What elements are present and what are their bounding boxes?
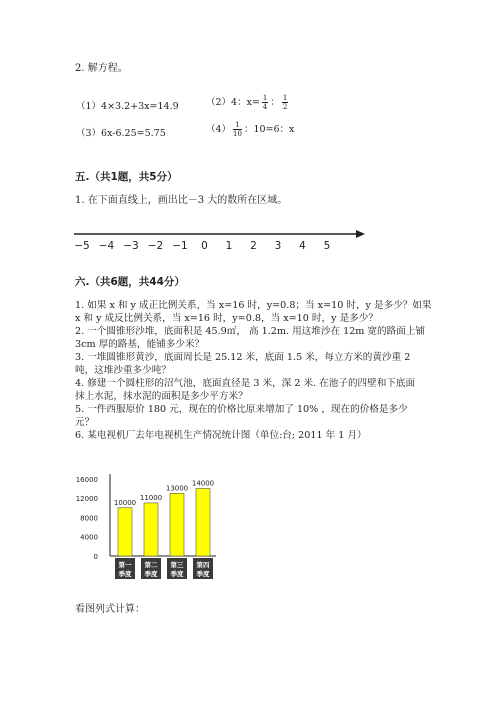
equation-2 (206, 94, 290, 111)
bar-value-label: 10000 (113, 498, 137, 507)
number-line-label: −1 (172, 240, 188, 252)
equation-2-fraction-2 (282, 94, 288, 111)
fraction-denominator: 2 (282, 103, 288, 111)
number-line-label: −3 (123, 240, 139, 252)
equation-4-fraction (233, 121, 242, 138)
fraction-numerator: 1 (262, 94, 268, 102)
number-line-label: −2 (147, 240, 164, 252)
number-line-label: 4 (299, 240, 306, 252)
fraction-denominator: 4 (262, 103, 268, 111)
bar-value-label: 11000 (139, 493, 163, 502)
number-line-label: 3 (274, 240, 282, 252)
equation-4-prefix: （4） (206, 124, 232, 135)
section-6-questions (75, 299, 430, 442)
question-1-line-1: 1. 如果 x 和 y 成正比例关系，当 x=16 时，y=0.8；当 x=10 时，y 是多少？如果 (75, 300, 432, 311)
category-label: 第四 (196, 561, 210, 569)
equation-2-separator: ： (270, 97, 280, 108)
question-6: 6. 某电视机厂去年电视机生产情况统计图（单位:台; 2011 年 1 月） (75, 430, 367, 441)
y-tick-label: 8000 (80, 514, 98, 523)
number-line-label: 1 (225, 240, 233, 252)
y-tick-label: 0 (93, 553, 98, 561)
equation-1: （1）4×3.2+3x=14.9 (76, 101, 179, 112)
question-4-line-1: 4. 修建一个圆柱形的沼气池，底面直径是 3 米，深 2 米. 在池子的四壁和下底面 (75, 378, 416, 389)
section-6-heading: 六.（共6题，共44分） (75, 276, 185, 288)
category-label: 第一 (118, 561, 132, 569)
question-1-line-2: x 和 y 成反比例关系，当 x=16 时，y=0.8，当 x=10 时，y 是多少？ (75, 313, 378, 324)
equation-4-suffix: ：10=6：x (243, 124, 295, 135)
question-2-line-2: 3cm 厚的路基，能铺多少米？ (75, 339, 205, 350)
category-label: 季度 (144, 570, 158, 578)
question-2-line-1: 2. 一个圆锥形沙堆，底面积是 45.9㎡， 高 1.2m. 用这堆沙在 12m 宽的路面上铺 (75, 326, 426, 337)
question-5-line-1: 5. 一件西服原价 180 元，现在的价格比原来增加了 10% ，现在的价格是多少 (75, 404, 408, 415)
bar (118, 508, 132, 556)
question-5-line-2: 元？ (75, 417, 95, 428)
bar (170, 493, 184, 556)
category-label: 第二 (144, 561, 158, 569)
question-3-line-1: 3. 一堆圆锥形黄沙，底面周长是 25.12 米，底面 1.5 米，每立方米的黄沙重 2 (75, 352, 411, 363)
category-label: 第三 (170, 561, 184, 569)
question-3-line-2: 吨，这堆沙重多少吨？ (75, 365, 171, 376)
number-line-label: −5 (74, 240, 90, 252)
fraction-numerator: 1 (282, 94, 288, 102)
bar (144, 503, 158, 556)
y-tick-label: 16000 (75, 475, 98, 484)
section-5-heading: 五.（共1题，共5分） (75, 171, 178, 183)
fraction-numerator: 1 (233, 121, 242, 130)
equation-4 (206, 121, 294, 138)
section-5-question-1: 1. 在下面直线上，画出比－3 大的数所在区域。 (75, 195, 288, 206)
equation-3: （3）6x-6.25=5.75 (76, 128, 166, 139)
y-tick-label: 4000 (80, 533, 98, 542)
equation-2-prefix: （2）4：x= (206, 97, 260, 108)
category-label: 季度 (196, 570, 210, 578)
bar-value-label: 14000 (191, 479, 215, 488)
footer-instruction: 看图列式计算： (75, 604, 145, 615)
number-line-label: −4 (98, 240, 115, 252)
number-line-label: 5 (323, 240, 331, 252)
number-line-label: 0 (201, 240, 208, 252)
category-label: 季度 (170, 570, 184, 578)
question-4-line-2: 抹上水泥，抹水泥的面积是多少平方米？ (75, 391, 248, 402)
fraction-denominator: 10 (233, 130, 242, 138)
number-line (72, 228, 372, 258)
number-line-label: 2 (250, 240, 257, 252)
bar-chart (75, 468, 228, 583)
equation-2-fraction-1 (262, 94, 268, 111)
category-label: 季度 (118, 570, 132, 578)
number-line-arrow-icon (356, 230, 365, 238)
solve-label: 2. 解方程。 (75, 63, 128, 74)
bar (196, 488, 210, 556)
y-tick-label: 12000 (75, 495, 98, 504)
bar-value-label: 13000 (165, 484, 189, 493)
